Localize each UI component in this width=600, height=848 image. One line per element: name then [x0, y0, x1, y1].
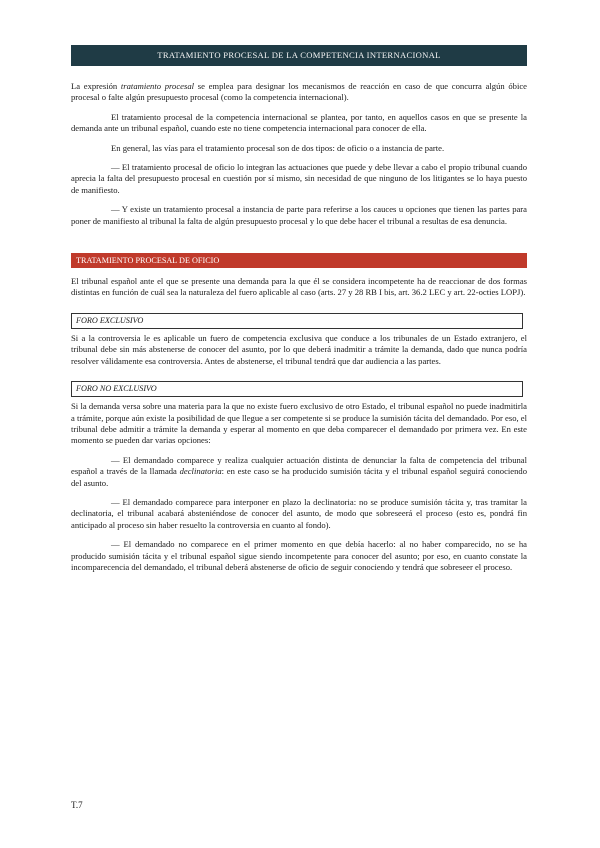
intro-paragraph-2: El tratamiento procesal de la competencia internacional se plantea, por tanto, en aquellos casos en que se presente la demanda ante un tribunal español, cuando este no tiene competencia internacional para conocer de ella.	[71, 111, 527, 134]
oficio-paragraph: El tribunal español ante el que se presente una demanda para la que él se considera incompetente ha de reaccionar de dos formas distintas en función de cuál sea la naturaleza del fuero aplicable al caso (arts. 27 y 28 RB I bis, art. 36.2 LEC y art. 22-octies LOPJ).	[71, 276, 527, 298]
section-heading-oficio: TRATAMIENTO PROCESAL DE OFICIO	[71, 253, 527, 268]
option-comparece-declinatoria: — El demandado comparece para interponer en plazo la declinatoria: no se produce sumisión tácita y, tras tramitar la declinatoria, el tribunal acabará absteniéndose de conocer del asunto, de modo que sobreseerá el proceso (esto es, pondrá fin anticipado al proceso sin haber resuelto la controversia en cuanto al fondo).	[71, 496, 527, 530]
intro-paragraph-3: En general, las vías para el tratamiento procesal son de dos tipos: de oficio o a instancia de parte.	[111, 142, 445, 153]
page-footer-label: T.7	[71, 800, 83, 810]
foro-no-exclusivo-paragraph: Si la demanda versa sobre una materia para la que no existe fuero exclusivo de otro Estado, el tribunal español no puede inadmitirla a trámite, porque aún existe la posibilidad de que llegue a ser competente si se produce la sumisión tácita del demandado. Por eso, el tribunal debe admitir a trámite la demanda y esperar al momento en que deba comparecer el demandado por primera vez. En este momento se pueden dar varias opciones:	[71, 401, 527, 446]
option-no-comparece: — El demandado no comparece en el primer momento en que debía hacerlo: al no haber comparecido, no se ha producido sumisión tácita y el tribunal español sigue siendo incompetente para conocer del asunto; por eso, en cuanto constate la incomparecencia del demandado, el tribunal deberá abstenerse de oficio de seguir conociendo y tendrá que sobreseer el proceso.	[71, 539, 527, 572]
intro-paragraph-5: — Y existe un tratamiento procesal a instancia de parte para referirse a los cauces u opciones que tienen las partes para poner de manifiesto al tribunal la falta de algún presupuesto procesal y lo que debe hacer el tribunal a resultas de esa denuncia.	[71, 204, 527, 226]
page-content	[71, 45, 527, 573]
foro-no-exclusivo-label: FORO NO EXCLUSIVO	[71, 381, 523, 397]
foro-exclusivo-paragraph: Si a la controversia le es aplicable un fuero de competencia exclusiva que conduce a los tribunales de un Estado extranjero, el tribunal debe sin más abstenerse de conocer del asunto, por lo que deberá inadmitir a trámite la demanda, dado que nunca podría resolver válidamente esa controversia. Antes de abstenerse, el tribunal tendrá que dar audiencia a las partes.	[71, 332, 527, 366]
foro-exclusivo-label: FORO EXCLUSIVO	[71, 313, 523, 329]
intro-paragraph-4: — El tratamiento procesal de oficio lo integran las actuaciones que puede y debe llevar a cabo el propio tribunal cuando aprecia la falta del presupuesto procesal en cuestión por sí mismo, sin necesidad de que ninguno de los litigantes se lo haya puesto de manifiesto.	[71, 162, 527, 195]
option-comparece-actuacion: — El demandado comparece y realiza cualquier actuación distinta de denunciar la falta de competencia del tribunal español a través de la llamada declinatoria: en este caso se ha producido sumisión tácita y el tribunal español seguirá conociendo del asunto.	[71, 454, 527, 488]
document-title: TRATAMIENTO PROCESAL DE LA COMPETENCIA INTERNACIONAL	[71, 45, 527, 66]
intro-paragraph-1: La expresión tratamiento procesal se emplea para designar los mecanismos de reacción en caso de que concurra algún óbice procesal o falte algún presupuesto procesal (como la competencia internacional).	[71, 81, 527, 103]
